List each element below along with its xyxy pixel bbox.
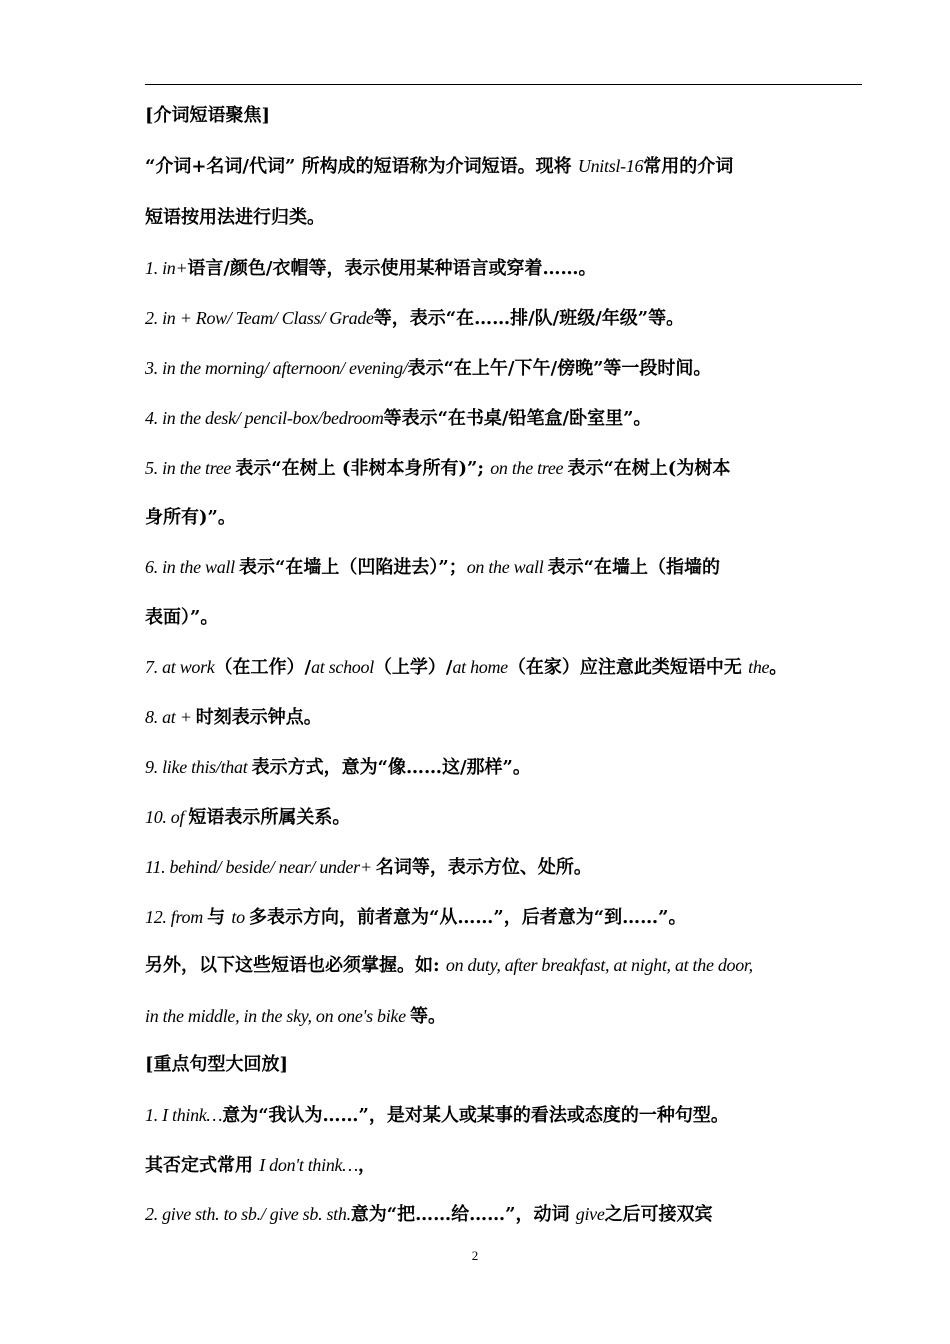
- english-term: 7. at work: [145, 657, 215, 677]
- english-term: 5. in the tree: [145, 458, 236, 478]
- english-term: in the middle, in the sky, on one's bike: [145, 1006, 410, 1026]
- chinese-text: 表示“在树上(为树本: [567, 458, 731, 479]
- english-term: 6. in the wall: [145, 557, 239, 577]
- list-item: [145, 805, 865, 830]
- english-term: at home: [452, 657, 508, 677]
- chinese-text: 时刻表示钟点。: [195, 707, 322, 728]
- english-term: 3. in the morning/ afternoon/ evening/: [145, 358, 408, 378]
- list-item: [145, 555, 865, 580]
- list-item-continuation: [145, 606, 865, 630]
- english-term: on the wall: [466, 557, 548, 577]
- chinese-text: 多表示方向，前者意为“从……”，后者意为“到……”。: [249, 907, 687, 928]
- chinese-text: 身所有)”。: [145, 507, 236, 528]
- english-term: 10. of: [145, 807, 189, 827]
- chinese-text: 常用的介词: [643, 156, 734, 177]
- chinese-text: 等表示“在书桌/铅笔盒/卧室里”。: [383, 408, 652, 429]
- chinese-text: 与: [207, 907, 232, 928]
- english-term: Unitsl-16: [577, 156, 644, 176]
- list-item: [145, 256, 865, 281]
- chinese-text: 表示“在墙上（凹陷进去）”；: [239, 557, 467, 578]
- chinese-text: 短语按用法进行归类。: [145, 207, 325, 228]
- section-heading: [145, 1053, 865, 1077]
- english-term: 12. from: [145, 907, 208, 927]
- chinese-text: 短语表示所属关系。: [188, 807, 351, 828]
- english-term: 1. in+: [145, 258, 188, 278]
- chinese-text: 之后可接双宾: [604, 1204, 713, 1225]
- header-rule: [145, 84, 862, 85]
- chinese-text: 名词等，表示方位、处所。: [375, 857, 592, 878]
- chinese-text: “介词+名词/代词” 所构成的短语称为介词短语。现将: [145, 156, 578, 177]
- chinese-text: （上学）/: [373, 657, 453, 678]
- english-term: give: [575, 1204, 605, 1224]
- chinese-text: 表示方式，意为“像……这/那样”。: [251, 757, 531, 778]
- english-term: 8. at +: [145, 707, 196, 727]
- chinese-text: ，: [357, 1155, 376, 1176]
- chinese-text: 表示“在上午/下午/傍晚”等一段时间。: [407, 358, 712, 379]
- chinese-text: 其否定式常用: [145, 1155, 260, 1176]
- list-item: [145, 456, 865, 481]
- english-term: 9. like this/that: [145, 757, 252, 777]
- chinese-text: 意为“我认为……”，是对某人或某事的看法或态度的一种句型。: [222, 1105, 729, 1126]
- list-item: [145, 356, 865, 381]
- english-term: 2. in + Row/ Team/ Class/ Grade: [145, 308, 374, 328]
- chinese-text: [重点句型大回放]: [145, 1054, 289, 1075]
- paragraph-line: [145, 1004, 865, 1029]
- list-item: [145, 1103, 865, 1128]
- english-term: 1. I think…: [145, 1105, 223, 1125]
- paragraph-line: [145, 154, 865, 179]
- chinese-text: （在工作）/: [214, 657, 312, 678]
- chinese-text: 。: [769, 657, 788, 678]
- list-item-continuation: [145, 506, 865, 530]
- chinese-text: 表示“在墙上（指墙的: [547, 557, 720, 578]
- chinese-text: 语言/颜色/衣帽等，表示使用某种语言或穿着……。: [187, 258, 597, 279]
- english-term: 11. behind/ beside/ near/ under+: [145, 857, 376, 877]
- chinese-text: 另外，以下这些短语也必须掌握。如:: [145, 955, 446, 976]
- paragraph-line: [145, 953, 865, 978]
- section-heading: [145, 104, 865, 128]
- english-term: the: [748, 657, 770, 677]
- paragraph-line: [145, 206, 865, 230]
- list-item: [145, 406, 865, 431]
- chinese-text: 等。: [410, 1006, 446, 1027]
- list-item: [145, 1202, 865, 1227]
- english-term: on the tree: [490, 458, 568, 478]
- english-term: on duty, after breakfast, at night, at the door,: [445, 955, 753, 975]
- list-item-continuation: [145, 1153, 865, 1178]
- list-item: [145, 705, 865, 730]
- list-item: [145, 655, 865, 680]
- chinese-text: [介词短语聚焦]: [145, 105, 271, 126]
- page-number: 2: [471, 1248, 479, 1263]
- english-term: 2. give sth. to sb./ give sb. sth.: [145, 1204, 351, 1224]
- list-item: [145, 755, 865, 780]
- english-term: 4. in the desk/ pencil-box/bedroom: [145, 408, 384, 428]
- chinese-text: 意为“把……给……”，动词: [350, 1204, 576, 1225]
- list-item: [145, 855, 865, 880]
- chinese-text: 表示“在树上 (非树本身所有)”;: [235, 458, 491, 479]
- list-item: [145, 905, 865, 930]
- chinese-text: 等，表示“在……排/队/班级/年级”等。: [373, 308, 685, 329]
- chinese-text: 表面）”。: [145, 607, 219, 628]
- list-item: [145, 306, 865, 331]
- english-term: at school: [311, 657, 374, 677]
- chinese-text: （在家）应注意此类短语中无: [507, 657, 749, 678]
- english-term: I don't think…: [259, 1155, 358, 1175]
- english-term: to: [231, 907, 250, 927]
